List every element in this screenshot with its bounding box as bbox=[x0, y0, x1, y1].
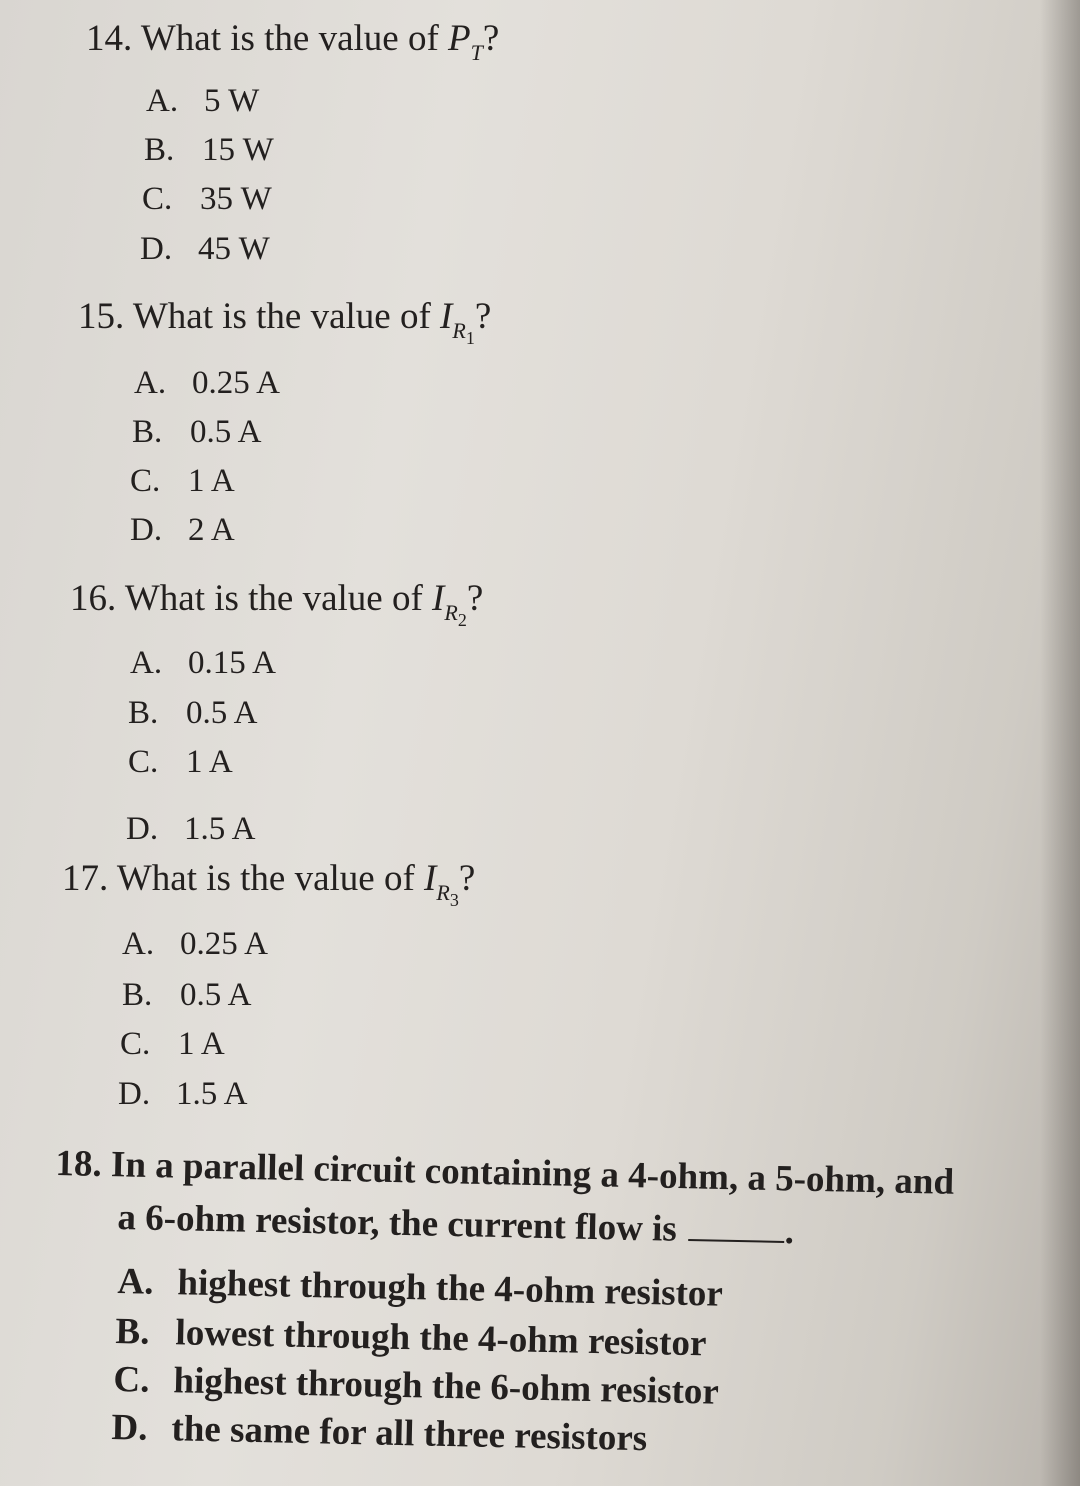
question-text: What is the value of bbox=[132, 296, 431, 337]
option-17a bbox=[122, 928, 268, 961]
option-text: 0.25 A bbox=[192, 365, 281, 401]
option-letter: B. bbox=[128, 695, 159, 731]
option-14c bbox=[142, 183, 272, 216]
option-letter: D. bbox=[140, 231, 173, 267]
option-text: the same for all three resistors bbox=[171, 1408, 648, 1460]
option-letter: A. bbox=[122, 926, 155, 962]
option-18b bbox=[115, 1310, 707, 1365]
option-text: 0.15 A bbox=[188, 645, 277, 681]
option-text: 2 A bbox=[188, 512, 235, 548]
question-mark: ? bbox=[458, 858, 476, 899]
variable-subscript bbox=[436, 880, 459, 910]
option-letter: D. bbox=[111, 1406, 148, 1449]
question-text: What is the value of bbox=[116, 858, 415, 899]
question-text-line-1: In a parallel circuit containing a 4-ohm, a 5-ohm, and bbox=[110, 1144, 955, 1203]
option-text: 35 W bbox=[200, 181, 272, 217]
option-text: 1.5 A bbox=[176, 1076, 248, 1112]
option-text: 1 A bbox=[178, 1026, 225, 1062]
option-text: 15 W bbox=[202, 132, 274, 168]
option-text: highest through the 4-ohm resistor bbox=[177, 1262, 724, 1315]
option-16d bbox=[126, 813, 256, 846]
variable-symbol: I bbox=[424, 858, 437, 899]
option-16a bbox=[130, 647, 276, 680]
question-14 bbox=[86, 18, 500, 65]
option-14a bbox=[146, 85, 259, 118]
option-letter: C. bbox=[113, 1358, 150, 1401]
option-letter: A. bbox=[130, 645, 163, 681]
option-text: 0.5 A bbox=[186, 695, 258, 731]
subscript-index: 2 bbox=[457, 610, 467, 630]
option-letter: A. bbox=[146, 83, 179, 119]
sentence-end: . bbox=[784, 1210, 795, 1253]
subscript-index: 3 bbox=[449, 890, 459, 910]
variable-subscript bbox=[452, 318, 475, 348]
option-text: 1 A bbox=[186, 744, 233, 780]
option-letter: B. bbox=[144, 132, 175, 168]
subscript-letter: R bbox=[436, 880, 450, 905]
option-text: 0.25 A bbox=[180, 926, 269, 962]
option-15c bbox=[130, 465, 235, 498]
option-18d bbox=[111, 1406, 648, 1460]
question-number: 14. bbox=[86, 18, 133, 59]
question-text: What is the value of bbox=[124, 578, 423, 619]
page-edge-shadow bbox=[1040, 0, 1080, 1486]
question-number: 16. bbox=[70, 578, 117, 619]
option-letter: A. bbox=[117, 1260, 154, 1303]
option-letter: C. bbox=[130, 463, 161, 499]
subscript-letter: R bbox=[444, 600, 458, 625]
option-text: 0.5 A bbox=[180, 977, 252, 1013]
option-letter: B. bbox=[122, 977, 153, 1013]
variable-subscript: T bbox=[470, 40, 483, 65]
question-17 bbox=[62, 858, 476, 910]
question-16 bbox=[70, 578, 484, 630]
option-text: 1.5 A bbox=[184, 811, 256, 847]
option-letter: D. bbox=[126, 811, 159, 847]
option-text: 1 A bbox=[188, 463, 235, 499]
option-letter: C. bbox=[128, 744, 159, 780]
question-mark: ? bbox=[482, 18, 500, 59]
option-text: 45 W bbox=[198, 231, 270, 267]
option-17d bbox=[118, 1078, 248, 1111]
question-number: 15. bbox=[78, 296, 125, 337]
question-18 bbox=[55, 1142, 954, 1204]
option-letter: A. bbox=[134, 365, 167, 401]
option-15d bbox=[130, 514, 235, 547]
option-text: highest through the 6-ohm resistor bbox=[173, 1360, 720, 1413]
answer-blank bbox=[689, 1211, 786, 1243]
option-17c bbox=[120, 1028, 225, 1061]
question-mark: ? bbox=[474, 296, 492, 337]
question-15 bbox=[78, 296, 492, 348]
option-letter: C. bbox=[120, 1026, 151, 1062]
option-14d bbox=[140, 233, 270, 266]
variable-symbol: I bbox=[432, 578, 445, 619]
option-letter: B. bbox=[132, 414, 163, 450]
option-16b bbox=[128, 697, 258, 730]
question-text-line-2: a 6-ohm resistor, the current flow is bbox=[117, 1196, 678, 1250]
option-17b bbox=[122, 979, 252, 1012]
option-15a bbox=[134, 367, 280, 400]
option-16c bbox=[128, 746, 233, 779]
question-mark: ? bbox=[466, 578, 484, 619]
subscript-index: 1 bbox=[465, 328, 475, 348]
option-18c bbox=[113, 1358, 719, 1414]
option-text: 5 W bbox=[204, 83, 260, 119]
variable-symbol: P bbox=[448, 18, 471, 59]
option-letter: D. bbox=[130, 512, 163, 548]
option-14b bbox=[144, 134, 274, 167]
variable-subscript bbox=[444, 600, 467, 630]
question-number: 18. bbox=[55, 1142, 103, 1185]
option-text: 0.5 A bbox=[190, 414, 262, 450]
option-18a bbox=[117, 1260, 723, 1316]
subscript-letter: R bbox=[452, 318, 466, 343]
option-letter: B. bbox=[115, 1310, 150, 1353]
option-text: lowest through the 4-ohm resistor bbox=[175, 1312, 707, 1365]
variable-symbol: I bbox=[440, 296, 453, 337]
question-text: What is the value of bbox=[140, 18, 439, 59]
option-15b bbox=[132, 416, 262, 449]
question-18-line-2 bbox=[117, 1196, 794, 1253]
option-letter: C. bbox=[142, 181, 173, 217]
option-letter: D. bbox=[118, 1076, 151, 1112]
question-number: 17. bbox=[62, 858, 109, 899]
